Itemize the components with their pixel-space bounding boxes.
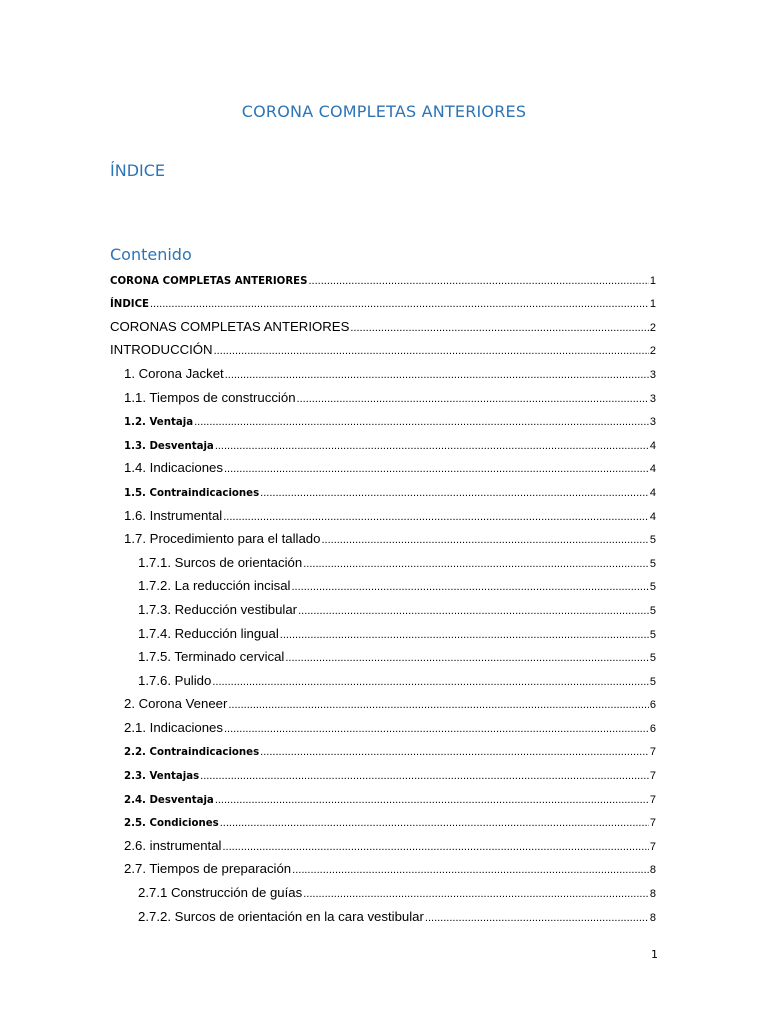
toc-entry-label: 2.6. instrumental <box>124 837 222 853</box>
toc-entry-page: 6 <box>649 722 656 735</box>
toc-entry-label: CORONAS COMPLETAS ANTERIORES <box>110 318 350 334</box>
contents-heading: Contenido <box>110 245 192 264</box>
toc-dot-leader <box>224 723 649 735</box>
toc-entry-page: 7 <box>649 817 656 830</box>
toc-entry-page: 5 <box>649 604 656 617</box>
toc-dot-leader <box>292 864 649 876</box>
toc-dot-leader <box>228 699 649 711</box>
toc-entry[interactable] <box>0 855 768 879</box>
toc-entry-page: 1 <box>649 298 656 311</box>
toc-entry-label: 2.7.2. Surcos de orientación en la cara vestibular <box>138 908 424 924</box>
toc-entry-page: 4 <box>649 510 656 523</box>
toc-entry-page: 5 <box>649 557 656 570</box>
toc-entry[interactable] <box>0 808 768 832</box>
toc-entry-page: 3 <box>649 392 656 405</box>
toc-dot-leader <box>297 393 649 405</box>
toc-entry-label: 2.5. Condiciones <box>124 818 219 830</box>
toc-entry-label: 1.7.5. Terminado cervical <box>138 649 285 665</box>
toc-entry-label: 1.7. Procedimiento para el tallado <box>124 531 321 547</box>
toc-entry-label: 1.1. Tiempos de construcción <box>124 389 296 405</box>
toc-entry-label: 1.7.1. Surcos de orientación <box>138 554 303 570</box>
toc-entry-label: 2. Corona Veneer <box>124 696 228 712</box>
toc-dot-leader <box>285 652 649 664</box>
toc-entry-label: 2.7. Tiempos de preparación <box>124 861 292 877</box>
toc-dot-leader <box>260 487 649 499</box>
toc-dot-leader <box>150 298 649 310</box>
toc-entry-page: 8 <box>649 911 656 924</box>
toc-entry[interactable] <box>0 265 768 289</box>
toc-entry[interactable] <box>0 666 768 690</box>
toc-entry-label: 2.1. Indicaciones <box>124 719 223 735</box>
toc-entry-page: 7 <box>649 746 656 759</box>
toc-entry[interactable] <box>0 336 768 360</box>
toc-dot-leader <box>215 794 649 806</box>
toc-entry-page: 7 <box>649 840 656 853</box>
toc-entry[interactable] <box>0 312 768 336</box>
document-title: CORONA COMPLETAS ANTERIORES <box>241 102 527 121</box>
page-number: 1 <box>651 948 658 961</box>
toc-dot-leader <box>212 676 649 688</box>
toc-dot-leader <box>225 369 649 381</box>
toc-entry[interactable] <box>0 737 768 761</box>
toc-entry[interactable] <box>0 289 768 313</box>
table-of-contents <box>0 265 768 926</box>
toc-dot-leader <box>280 629 649 641</box>
toc-entry-page: 8 <box>649 864 656 877</box>
toc-entry-label: 1. Corona Jacket <box>124 365 224 381</box>
toc-entry[interactable] <box>0 572 768 596</box>
toc-entry-page: 4 <box>649 463 656 476</box>
toc-entry-page: 3 <box>649 368 656 381</box>
toc-entry-label: 1.6. Instrumental <box>124 507 223 523</box>
toc-dot-leader <box>303 558 649 570</box>
toc-dot-leader <box>321 534 648 546</box>
toc-entry-label: INTRODUCCIÓN <box>110 342 213 358</box>
toc-entry[interactable] <box>0 407 768 431</box>
toc-dot-leader <box>220 817 649 829</box>
toc-entry[interactable] <box>0 525 768 549</box>
index-heading: ÍNDICE <box>110 161 166 180</box>
toc-dot-leader <box>260 746 649 758</box>
toc-entry[interactable] <box>0 713 768 737</box>
toc-dot-leader <box>224 463 649 475</box>
toc-dot-leader <box>223 511 649 523</box>
toc-entry-label: 1.4. Indicaciones <box>124 460 223 476</box>
toc-entry-page: 5 <box>649 675 656 688</box>
toc-entry[interactable] <box>0 619 768 643</box>
toc-dot-leader <box>298 605 649 617</box>
toc-entry[interactable] <box>0 878 768 902</box>
toc-dot-leader <box>194 416 649 428</box>
toc-entry-page: 2 <box>649 321 656 334</box>
toc-dot-leader <box>223 841 649 853</box>
toc-entry[interactable] <box>0 454 768 478</box>
toc-entry-page: 5 <box>649 652 656 665</box>
toc-entry[interactable] <box>0 784 768 808</box>
toc-entry[interactable] <box>0 690 768 714</box>
toc-dot-leader <box>308 275 648 287</box>
toc-entry-label: 1.7.2. La reducción incisal <box>138 578 291 594</box>
toc-entry-page: 1 <box>649 274 656 287</box>
toc-entry-page: 7 <box>649 770 656 783</box>
toc-entry-page: 6 <box>649 699 656 712</box>
toc-entry-label: 1.3. Desventaja <box>124 440 214 452</box>
toc-entry-page: 4 <box>649 439 656 452</box>
toc-entry[interactable] <box>0 359 768 383</box>
toc-entry[interactable] <box>0 383 768 407</box>
toc-entry-label: 1.2. Ventaja <box>124 417 194 429</box>
toc-entry-label: 2.7.1 Construcción de guías <box>138 885 303 901</box>
toc-entry-page: 5 <box>649 628 656 641</box>
toc-entry[interactable] <box>0 501 768 525</box>
toc-entry[interactable] <box>0 760 768 784</box>
toc-dot-leader <box>215 440 649 452</box>
toc-entry-page: 5 <box>649 534 656 547</box>
toc-entry-page: 8 <box>649 888 656 901</box>
toc-entry-label: 2.4. Desventaja <box>124 794 214 806</box>
toc-entry-label: 2.2. Contraindicaciones <box>124 747 260 759</box>
toc-entry[interactable] <box>0 548 768 572</box>
toc-entry[interactable] <box>0 831 768 855</box>
toc-entry-label: 1.7.4. Reducción lingual <box>138 625 279 641</box>
toc-entry-page: 2 <box>649 345 656 358</box>
toc-dot-leader <box>291 581 648 593</box>
toc-entry-label: ÍNDICE <box>110 299 149 311</box>
toc-entry-label: 1.7.6. Pulido <box>138 672 212 688</box>
toc-dot-leader <box>200 770 649 782</box>
toc-entry-page: 5 <box>649 581 656 594</box>
toc-entry[interactable] <box>0 902 768 926</box>
toc-entry-label: 1.7.3. Reducción vestibular <box>138 601 298 617</box>
toc-entry-page: 7 <box>649 793 656 806</box>
toc-entry-label: CORONA COMPLETAS ANTERIORES <box>110 275 308 287</box>
toc-entry-page: 3 <box>649 416 656 429</box>
toc-entry-label: 2.3. Ventajas <box>124 771 200 783</box>
toc-entry[interactable] <box>0 595 768 619</box>
toc-dot-leader <box>303 888 649 900</box>
toc-dot-leader <box>350 322 649 334</box>
toc-dot-leader <box>425 912 649 924</box>
toc-entry-page: 4 <box>649 486 656 499</box>
toc-entry[interactable] <box>0 477 768 501</box>
toc-entry[interactable] <box>0 643 768 667</box>
toc-dot-leader <box>214 345 649 357</box>
toc-entry[interactable] <box>0 430 768 454</box>
toc-entry-label: 1.5. Contraindicaciones <box>124 487 260 499</box>
